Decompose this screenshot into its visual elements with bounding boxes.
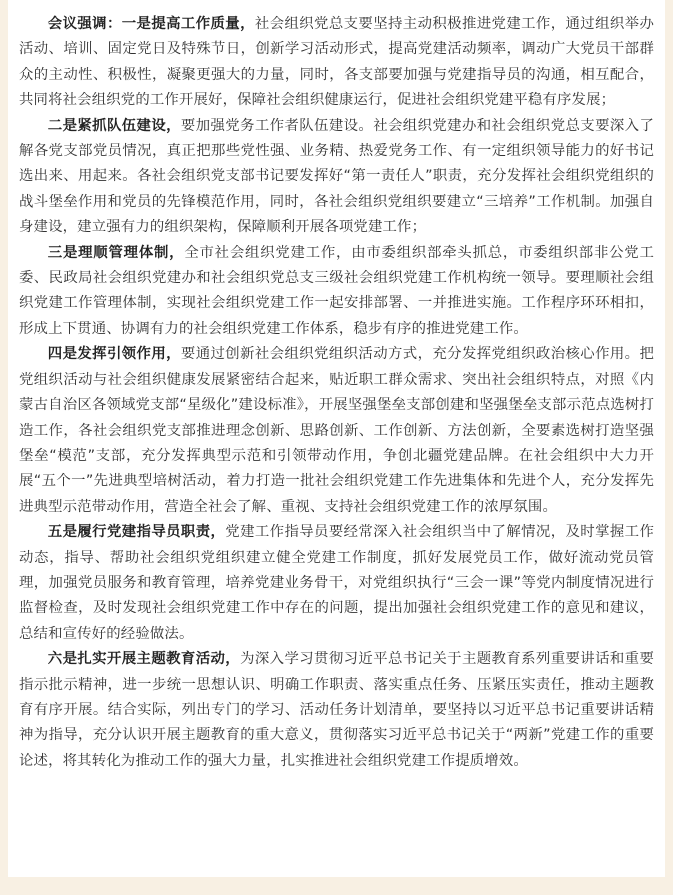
paragraph-1-lead: 会议强调：一是提高工作质量， xyxy=(47,16,255,32)
paragraph-4-lead: 四是发挥引领作用， xyxy=(47,346,181,363)
paragraph-2 xyxy=(19,114,654,241)
paragraph-6-text: 为深入学习贯彻习近平总书记关于主题教育系列重要讲话和重要指示批示精神，进一步统一思想认识、明确工作职责、落实重点任务、压紧压实责任，推动主题教育有序开展。结合实际，列出专门的学习、活动任务计划清单，要坚持以习近平总书记重要讲话精神为指导，充分认识开展主题教育的重大意义，贯彻落实习近平总书记关于“两新”党建工作的重要论述，将其转化为推动工作的强大力量，扎实推进社会组织党建工作提质增效。 xyxy=(19,651,655,769)
paragraph-3-lead: 三是理顺管理体制， xyxy=(47,244,185,261)
paragraph-1 xyxy=(19,12,654,114)
paragraph-4 xyxy=(19,342,654,520)
paragraph-3 xyxy=(19,241,654,343)
paragraph-2-text: 要加强党务工作者队伍建设。社会组织党建办和社会组织党总支要深入了解各党支部党员情况，真正把那些党性强、业务精、热爱党务工作、有一定组织领导能力的好书记选出来、用起来。各社会组织党支部书记要发挥好“第一责任人”职责，充分发挥社会组织党组织的战斗堡垒作用和党员的先锋模范作用，同时，各社会组织党组织要建立“三培养”工作机制。加强自身建设，建立强有力的组织架构，保障顺利开展各项党建工作； xyxy=(19,117,654,236)
paragraph-6 xyxy=(19,647,654,774)
paragraph-6-lead: 六是扎实开展主题教育活动， xyxy=(47,651,241,668)
article-body xyxy=(8,0,665,877)
paragraph-3-text: 全市社会组织党建工作，由市委组织部牵头抓总，市委组织部非公党工委、民政局社会组织党建办和社会组织党总支三级社会组织党建工作机构统一领导。要理顺社会组织党建工作管理体制，实现社会组织党建工作一起安排部署、一并推进实施。工作程序环环相扣，形成上下贯通、协调有力的社会组织党建工作体系，稳步有序的推进党建工作。 xyxy=(19,244,654,337)
paragraph-2-lead: 二是紧抓队伍建设， xyxy=(47,117,181,134)
paragraph-5 xyxy=(19,520,654,647)
paragraph-5-lead: 五是履行党建指导员职责， xyxy=(47,524,226,541)
paragraph-5-text: 党建工作指导员要经常深入社会组织当中了解情况，及时掌握工作动态，指导、帮助社会组织党组织建立健全党建工作制度，抓好发展党员工作，做好流动党员管理，加强党员服务和教育管理，培养党建业务骨干，对党组织执行“三会一课”等党内制度情况进行监督检查，及时发现社会组织党建工作中存在的问题，提出加强社会组织党建工作的意见和建议，总结和宣传好的经验做法。 xyxy=(19,524,654,642)
paragraph-4-text: 要通过创新社会组织党组织活动方式，充分发挥党组织政治核心作用。把党组织活动与社会组织健康发展紧密结合起来，贴近职工群众需求、突出社会组织特点，对照《内蒙古自治区各领域党支部“星级化”建设标准》，开展坚强堡垒支部创建和坚强堡垒支部示范点选树打造工作，各社会组织党支部推进理念创新、思路创新、工作创新、方法创新，全要素选树打造坚强堡垒“模范”支部，充分发挥典型示范和引领带动作用，争创北疆党建品牌。在社会组织中大力开展“五个一”先进典型培树活动，着力打造一批社会组织党建工作先进集体和先进个人，充分发挥先进典型示范带动作用，营造全社会了解、重视、支持社会组织党建工作的浓厚氛围。 xyxy=(19,346,654,515)
paragraph-1-text: 社会组织党总支要坚持主动积极推进党建工作，通过组织举办活动、培训、固定党日及特殊节日，创新学习活动形式，提高党建活动频率，调动广大党员干部群众的主动性、积极性，凝聚更强大的力量，同时，各支部要加强与党建指导员的沟通，相互配合，共同将社会组织党的工作开展好，保障社会组织健康运行，促进社会组织党建平稳有序发展； xyxy=(19,16,654,109)
